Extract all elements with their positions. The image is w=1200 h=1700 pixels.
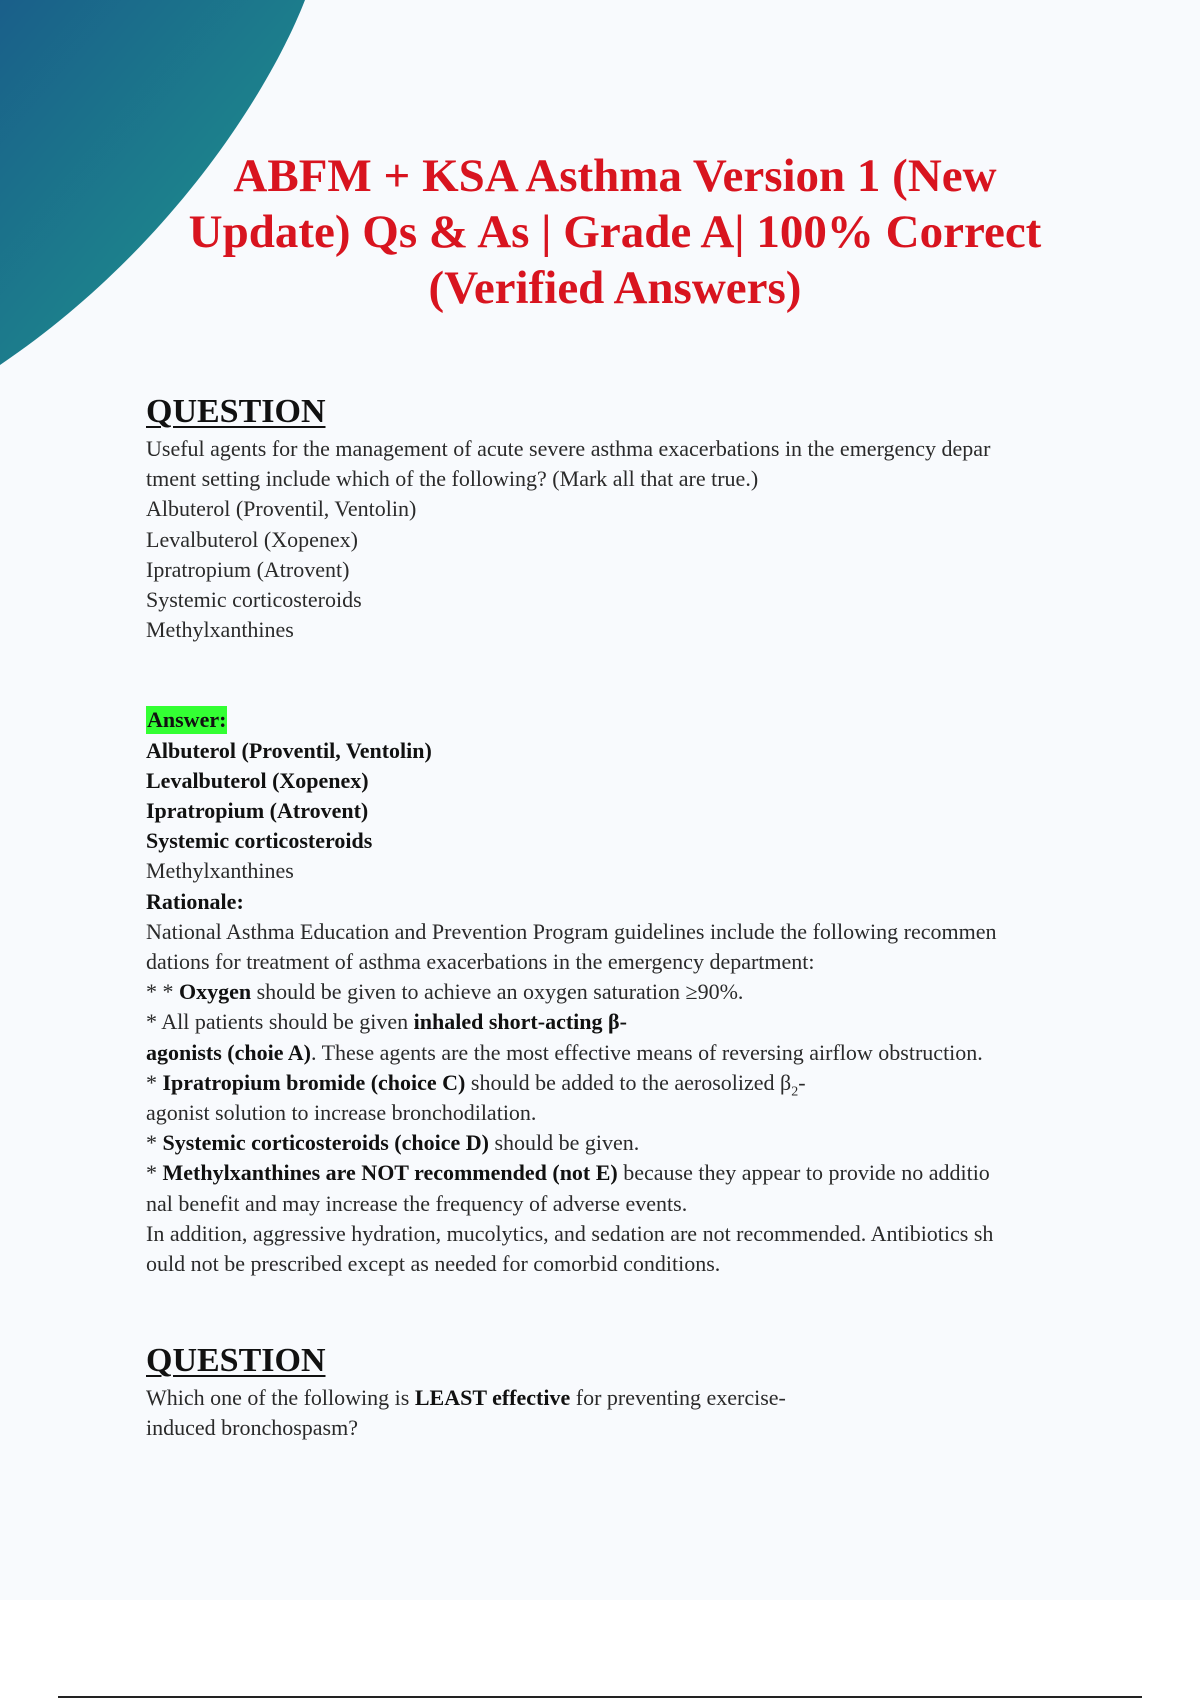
document-title: ABFM + KSA Asthma Version 1 (New Update) Qs & As | Grade A| 100% Correct (Verified Answers) bbox=[188, 150, 1042, 314]
question-text: induced bronchospasm? bbox=[146, 1415, 358, 1441]
rationale-bullet-ipratropium-cont: agonist solution to increase bronchodilation. bbox=[146, 1100, 537, 1126]
option-item: Albuterol (Proventil, Ventolin) bbox=[146, 496, 417, 522]
rationale-label: Rationale: bbox=[146, 888, 244, 914]
option-item: Levalbuterol (Xopenex) bbox=[146, 526, 358, 552]
rationale-bullet-ipratropium: * Ipratropium bromide (choice C) should be added to the aerosolized $\beta_2-$ bbox=[146, 1069, 806, 1100]
question-heading: QUESTION bbox=[146, 393, 326, 430]
rationale-text: dations for treatment of asthma exacerbations in the emergency department: bbox=[146, 949, 815, 975]
correct-answer: Systemic corticosteroids bbox=[146, 828, 373, 854]
rationale-text: National Asthma Education and Prevention Program guidelines include the following recommen bbox=[146, 918, 997, 944]
answer-1 bbox=[146, 705, 1091, 1279]
question-heading: QUESTION bbox=[146, 1342, 326, 1380]
correct-answer: Levalbuterol (Xopenex) bbox=[146, 767, 369, 793]
question-text: Which one of the following is LEAST effective for preventing exercise- bbox=[146, 1385, 786, 1411]
question-text: tment setting include which of the following? (Mark all that are true.) bbox=[146, 466, 759, 492]
incorrect-answer: Methylxanthines bbox=[146, 858, 294, 884]
rationale-bullet-methylxanthines-cont: nal benefit and may increase the frequency of adverse events. bbox=[146, 1190, 688, 1216]
option-item: Ipratropium (Atrovent) bbox=[146, 556, 350, 582]
option-item: Systemic corticosteroids bbox=[146, 587, 362, 613]
rationale-bullet-saba: * All patients should be given inhaled short-acting β- bbox=[146, 1009, 627, 1035]
rationale-closing: ould not be prescribed except as needed for comorbid conditions. bbox=[146, 1251, 721, 1277]
correct-answer: Albuterol (Proventil, Ventolin) bbox=[146, 737, 432, 763]
rationale-closing: In addition, aggressive hydration, mucolytics, and sedation are not recommended. Antibiotics sh bbox=[146, 1220, 994, 1246]
qa-content bbox=[146, 392, 1091, 1444]
rationale-bullet-oxygen: * * Oxygen should be given to achieve an oxygen saturation ≥90%. bbox=[146, 979, 744, 1005]
rationale-bullet-methylxanthines: * Methylxanthines are NOT recommended (not E) because they appear to provide no additio bbox=[146, 1160, 990, 1186]
rationale-bullet-saba-cont: agonists (choie A). These agents are the most effective means of reversing airflow obstruction. bbox=[146, 1039, 983, 1065]
option-item: Methylxanthines bbox=[146, 617, 294, 643]
question-1 bbox=[146, 392, 1091, 645]
correct-answer: Ipratropium (Atrovent) bbox=[146, 798, 369, 824]
answer-label: Answer: bbox=[147, 707, 227, 733]
question-2 bbox=[146, 1341, 1091, 1443]
rationale-bullet-steroids: * Systemic corticosteroids (choice D) should be given. bbox=[146, 1130, 640, 1156]
question-text: Useful agents for the management of acute severe asthma exacerbations in the emergency depar bbox=[146, 436, 991, 461]
footer-rule bbox=[58, 1696, 1142, 1698]
